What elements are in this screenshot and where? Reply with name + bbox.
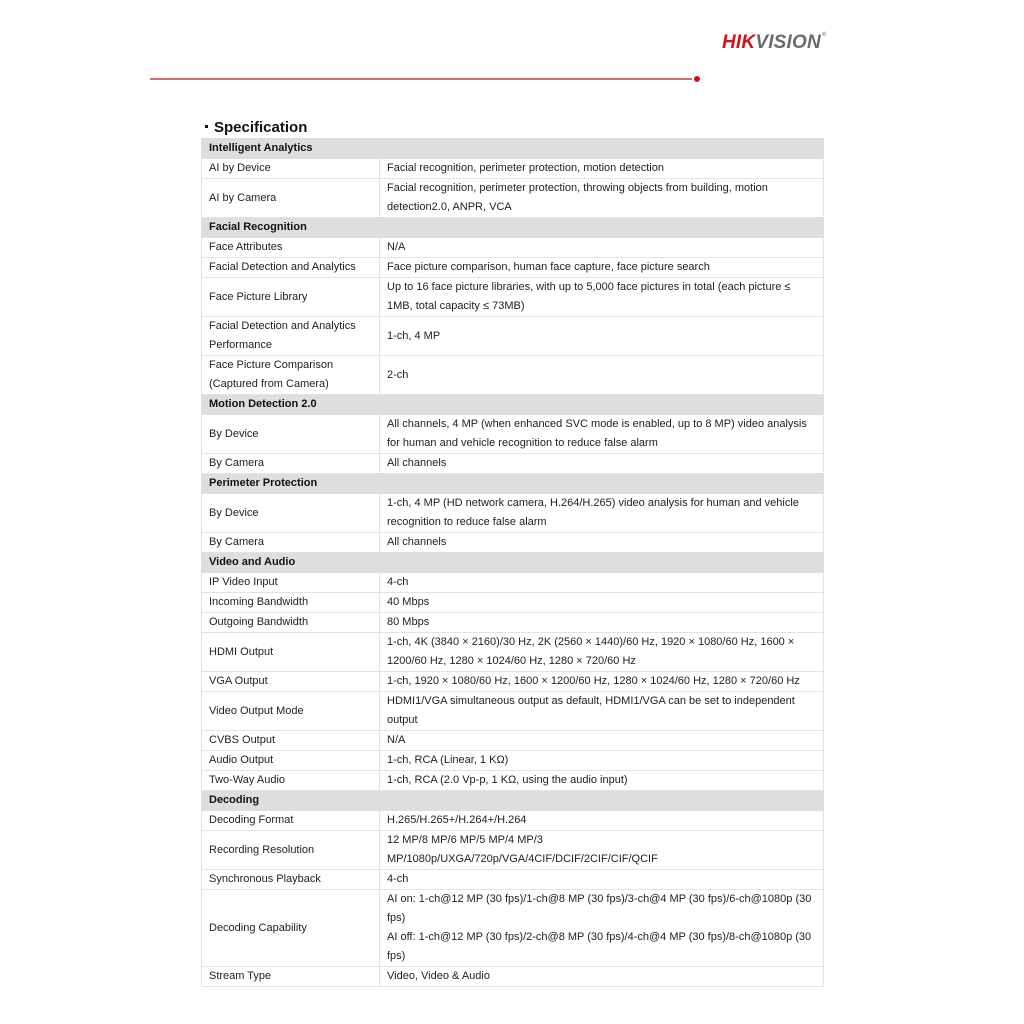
spec-key: Face Picture Library — [202, 278, 380, 317]
spec-value — [380, 593, 824, 613]
table-row — [202, 278, 824, 317]
spec-key: By Device — [202, 494, 380, 533]
spec-value-line: 4-ch — [387, 576, 409, 588]
spec-value-line: Facial recognition, perimeter protection, motion detection — [387, 162, 664, 174]
spec-key: Audio Output — [202, 751, 380, 771]
spec-key: Synchronous Playback — [202, 870, 380, 890]
spec-key: Facial Detection and Analytics — [202, 258, 380, 278]
spec-value — [380, 258, 824, 278]
spec-key: Outgoing Bandwidth — [202, 613, 380, 633]
header-divider-line — [150, 78, 692, 80]
table-row — [202, 593, 824, 613]
spec-value — [380, 415, 824, 454]
spec-value — [380, 573, 824, 593]
section-header-row — [202, 791, 824, 811]
table-row — [202, 613, 824, 633]
header-divider-dot — [694, 76, 700, 82]
spec-value — [380, 751, 824, 771]
spec-value-line: N/A — [387, 734, 406, 746]
spec-value-line: All channels, 4 MP (when enhanced SVC mode is enabled, up to 8 MP) video analysis for human and vehicle recognition to reduce false alarm — [387, 418, 807, 449]
section-heading: Perimeter Protection — [202, 474, 824, 494]
spec-value-line: H.265/H.265+/H.264+/H.264 — [387, 814, 527, 826]
spec-key: Two-Way Audio — [202, 771, 380, 791]
spec-value — [380, 356, 824, 395]
section-heading: Intelligent Analytics — [202, 139, 824, 159]
spec-value-line: N/A — [387, 241, 406, 253]
spec-value — [380, 317, 824, 356]
section-header-row — [202, 218, 824, 238]
spec-value-line: Face picture comparison, human face capture, face picture search — [387, 261, 710, 273]
spec-value — [380, 890, 824, 967]
table-row — [202, 751, 824, 771]
spec-key: CVBS Output — [202, 731, 380, 751]
spec-value — [380, 494, 824, 533]
table-row — [202, 967, 824, 987]
spec-key: Decoding Format — [202, 811, 380, 831]
spec-value-line: 1-ch, 1920 × 1080/60 Hz, 1600 × 1200/60 Hz, 1280 × 1024/60 Hz, 1280 × 720/60 Hz — [387, 675, 800, 687]
table-row — [202, 317, 824, 356]
table-row — [202, 870, 824, 890]
spec-value — [380, 731, 824, 751]
spec-value-line: 80 Mbps — [387, 616, 430, 628]
table-row — [202, 831, 824, 870]
table-row — [202, 356, 824, 395]
table-row — [202, 179, 824, 218]
table-row — [202, 633, 824, 672]
spec-value-line: All channels — [387, 536, 447, 548]
spec-key: Recording Resolution — [202, 831, 380, 870]
table-row — [202, 159, 824, 179]
spec-key: Face Attributes — [202, 238, 380, 258]
table-row — [202, 415, 824, 454]
spec-key: Incoming Bandwidth — [202, 593, 380, 613]
logo-part-hik: HIK — [722, 32, 756, 53]
section-heading: Video and Audio — [202, 553, 824, 573]
spec-value-line: Facial recognition, perimeter protection, throwing objects from building, motion detection2.0, ANPR, VCA — [387, 182, 768, 213]
spec-value-line: All channels — [387, 457, 447, 469]
spec-key: AI by Device — [202, 159, 380, 179]
spec-key: Face Picture Comparison (Captured from Camera) — [202, 356, 380, 395]
spec-value — [380, 967, 824, 987]
spec-key: Video Output Mode — [202, 692, 380, 731]
spec-key: Decoding Capability — [202, 890, 380, 967]
section-header-row — [202, 395, 824, 415]
spec-key: By Camera — [202, 454, 380, 474]
spec-value-line: 40 Mbps — [387, 596, 430, 608]
specification-table-body — [202, 139, 824, 987]
spec-key: By Device — [202, 415, 380, 454]
spec-key: HDMI Output — [202, 633, 380, 672]
page-title — [205, 119, 307, 136]
spec-key: VGA Output — [202, 672, 380, 692]
section-header-row — [202, 553, 824, 573]
section-heading: Facial Recognition — [202, 218, 824, 238]
spec-value — [380, 159, 824, 179]
table-row — [202, 238, 824, 258]
spec-value-line: AI off: 1-ch@12 MP (30 fps)/2-ch@8 MP (30 fps)/4-ch@4 MP (30 fps)/8-ch@1080p (30 fps) — [387, 931, 812, 962]
spec-value-line: 1-ch, RCA (Linear, 1 KΩ) — [387, 754, 509, 766]
section-header-row — [202, 139, 824, 159]
table-row — [202, 672, 824, 692]
spec-value — [380, 533, 824, 553]
page-title-text: Specification — [214, 119, 308, 136]
table-row — [202, 494, 824, 533]
table-row — [202, 692, 824, 731]
spec-value — [380, 672, 824, 692]
spec-key: Facial Detection and Analytics Performance — [202, 317, 380, 356]
spec-value-line: 1-ch, RCA (2.0 Vp-p, 1 KΩ, using the audio input) — [387, 774, 628, 786]
spec-value — [380, 870, 824, 890]
spec-value-line: 12 MP/8 MP/6 MP/5 MP/4 MP/3 MP/1080p/UXGA/720p/VGA/4CIF/DCIF/2CIF/CIF/QCIF — [387, 834, 658, 865]
specification-table — [201, 138, 824, 987]
spec-value-line: AI on: 1-ch@12 MP (30 fps)/1-ch@8 MP (30 fps)/3-ch@4 MP (30 fps)/6-ch@1080p (30 fps) — [387, 893, 812, 924]
bullet-icon — [205, 125, 208, 128]
table-row — [202, 890, 824, 967]
spec-value — [380, 238, 824, 258]
table-row — [202, 533, 824, 553]
table-row — [202, 771, 824, 791]
table-row — [202, 454, 824, 474]
spec-value-line: 1-ch, 4 MP — [387, 329, 441, 342]
spec-value-line: HDMI1/VGA simultaneous output as default, HDMI1/VGA can be set to independent output — [387, 695, 795, 726]
section-heading: Decoding — [202, 791, 824, 811]
spec-value — [380, 692, 824, 731]
spec-key: Stream Type — [202, 967, 380, 987]
spec-value — [380, 278, 824, 317]
spec-value — [380, 831, 824, 870]
spec-value-line: Video, Video & Audio — [387, 970, 490, 982]
section-heading: Motion Detection 2.0 — [202, 395, 824, 415]
spec-key: By Camera — [202, 533, 380, 553]
spec-key: IP Video Input — [202, 573, 380, 593]
table-row — [202, 573, 824, 593]
logo-part-vision: VISION — [755, 32, 821, 53]
spec-value — [380, 771, 824, 791]
spec-key: AI by Camera — [202, 179, 380, 218]
spec-value-line: 4-ch — [387, 873, 409, 885]
spec-value — [380, 179, 824, 218]
table-row — [202, 731, 824, 751]
spec-value — [380, 811, 824, 831]
spec-value-line: 1-ch, 4 MP (HD network camera, H.264/H.265) video analysis for human and vehicle recognition to reduce false alarm — [387, 497, 799, 528]
spec-value — [380, 633, 824, 672]
table-row — [202, 258, 824, 278]
hikvision-logo — [722, 32, 827, 54]
section-header-row — [202, 474, 824, 494]
spec-value-line: 1-ch, 4K (3840 × 2160)/30 Hz, 2K (2560 × 1440)/60 Hz, 1920 × 1080/60 Hz, 1600 × 1200/60 Hz, 1280 × 1024/60 Hz, 1280 × 720/60 Hz — [387, 636, 795, 667]
spec-value — [380, 454, 824, 474]
registered-mark: ® — [821, 32, 827, 38]
spec-value-line: 2-ch — [387, 368, 409, 381]
table-row — [202, 811, 824, 831]
spec-value — [380, 613, 824, 633]
spec-value-line: Up to 16 face picture libraries, with up to 5,000 face pictures in total (each picture ≤ 1MB, total capacity ≤ 73MB) — [387, 281, 791, 312]
